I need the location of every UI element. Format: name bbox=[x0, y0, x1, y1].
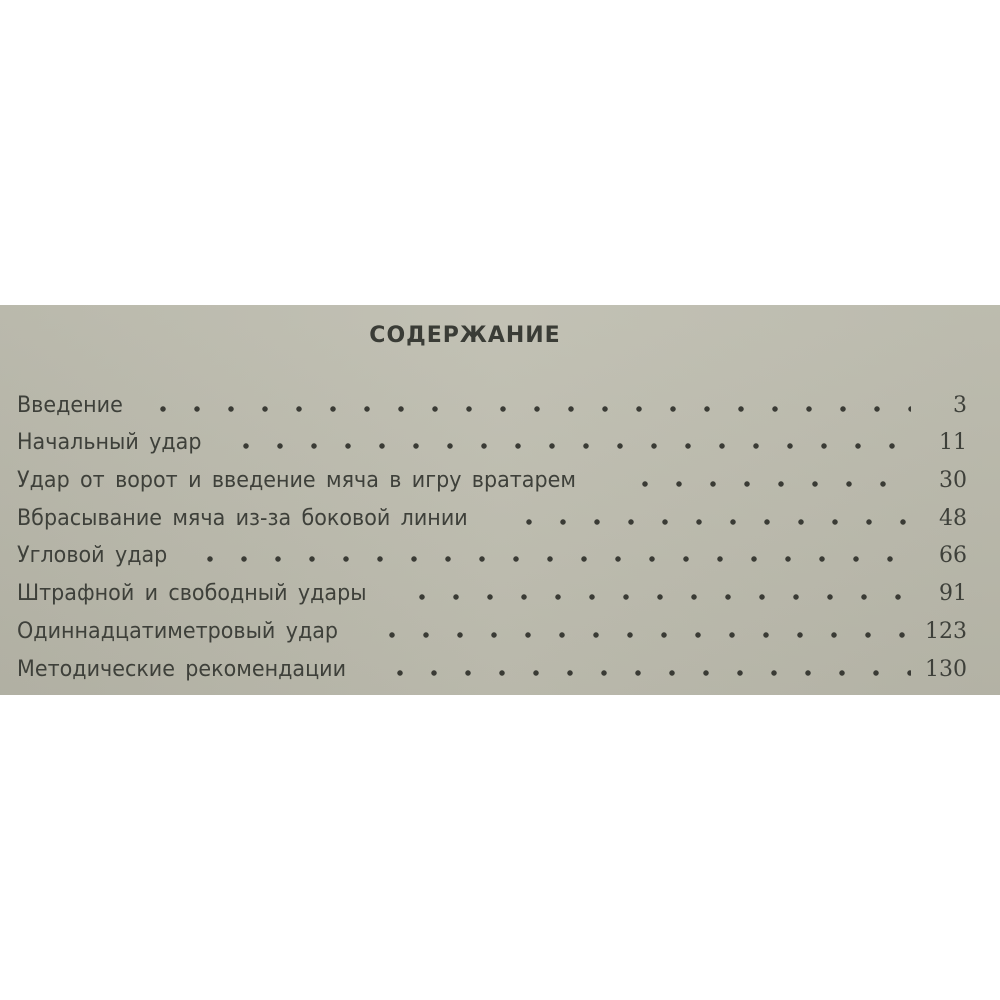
book-page bbox=[0, 305, 1000, 695]
toc-entry-title: Введение bbox=[17, 392, 123, 418]
toc-entry-page: 123 bbox=[925, 618, 967, 644]
toc-entry-page: 130 bbox=[925, 656, 967, 682]
toc-entry-page: 30 bbox=[939, 468, 967, 494]
toc-entry-title: Методические рекомендации bbox=[17, 656, 347, 682]
toc-entry bbox=[17, 455, 967, 493]
toc-entry bbox=[17, 380, 967, 418]
dot-leader bbox=[229, 443, 911, 449]
toc-entry-title: Штрафной и свободный удары bbox=[17, 581, 367, 607]
toc-entry bbox=[17, 493, 967, 531]
toc-entry-title: Удар от ворот и введение мяча в игру вратарем bbox=[17, 468, 576, 494]
toc-entry-page: 66 bbox=[939, 543, 967, 569]
dot-leader bbox=[628, 481, 911, 487]
dot-leader bbox=[405, 594, 911, 600]
dot-leader bbox=[193, 556, 911, 562]
dot-leader bbox=[375, 632, 911, 638]
toc-entry-page: 91 bbox=[939, 581, 967, 607]
toc-entry-page: 48 bbox=[939, 505, 967, 531]
toc-entry-title: Вбрасывание мяча из-за боковой линии bbox=[17, 505, 468, 531]
table-of-contents bbox=[17, 380, 967, 682]
toc-entry bbox=[17, 531, 967, 569]
toc-entry-page: 3 bbox=[953, 392, 967, 418]
toc-entry bbox=[17, 568, 967, 606]
toc-entry-title: Угловой удар bbox=[17, 543, 168, 569]
toc-entry-page: 11 bbox=[939, 430, 967, 456]
dot-leader bbox=[383, 670, 911, 676]
toc-entry-title: Одиннадцатиметровый удар bbox=[17, 618, 339, 644]
toc-entry bbox=[17, 644, 967, 682]
toc-heading: СОДЕРЖАНИЕ bbox=[369, 323, 561, 348]
toc-entry bbox=[17, 606, 967, 644]
dot-leader bbox=[512, 519, 911, 525]
dot-leader bbox=[146, 406, 911, 412]
toc-entry bbox=[17, 418, 967, 456]
toc-entry-title: Начальный удар bbox=[17, 430, 202, 456]
